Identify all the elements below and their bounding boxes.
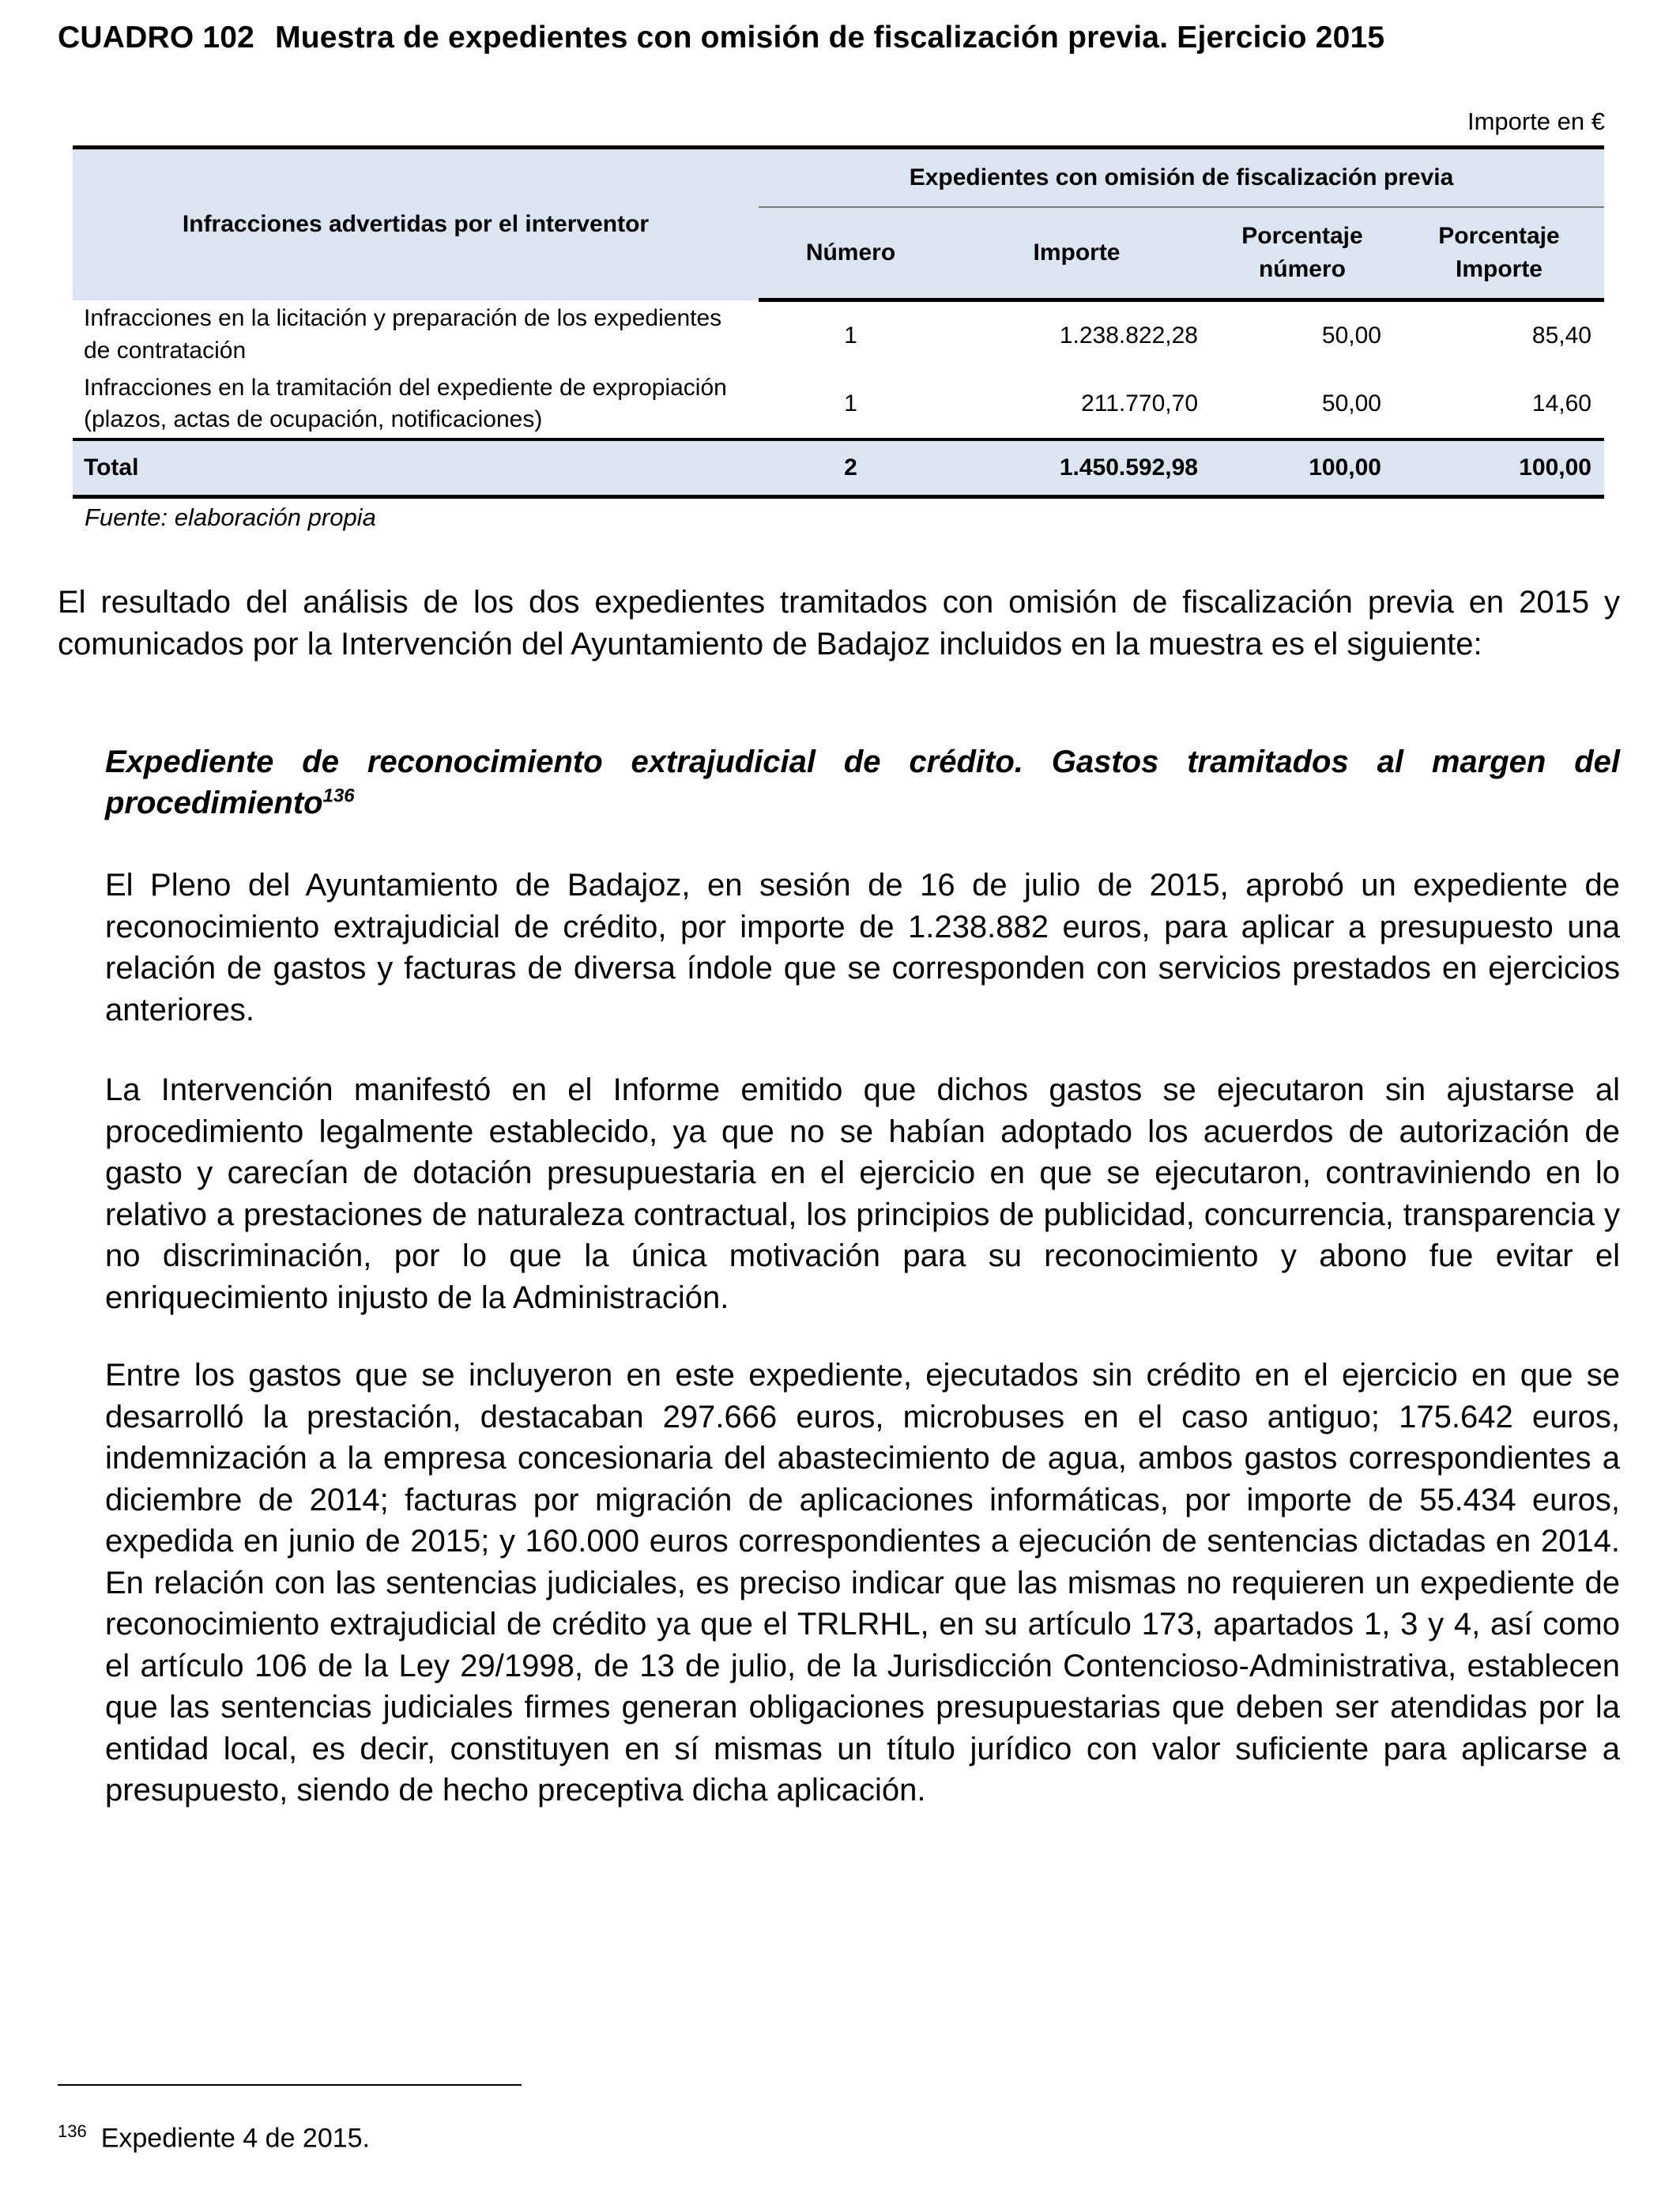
cell-importe: 211.770,70 bbox=[943, 370, 1211, 439]
col-header-numero: Número bbox=[759, 207, 943, 300]
cell-numero: 1 bbox=[844, 322, 857, 349]
col-header-pct-numero: Porcentaje número bbox=[1211, 207, 1394, 300]
data-table-container bbox=[73, 145, 1604, 499]
section-subheading bbox=[105, 741, 1620, 824]
footnote-mark: 136 bbox=[58, 2121, 87, 2141]
footnote bbox=[58, 2121, 370, 2154]
body-paragraph: Entre los gastos que se incluyeron en este expediente, ejecutados sin crédito en el ejercicio en que se desarrolló la prestación, destacaban 297.666 euros, microbuses en el caso antiguo; 175.642 euros, indemnización a la empresa concesionaria del abastecimiento de agua, ambos gastos correspondientes a diciembre de 2014; facturas por migración de aplicaciones informáticas, por importe de 55.434 euros, expedida en junio de 2015; y 160.000 euros correspondientes a ejecución de sentencias dictadas en 2014. En relación con las sentencias judiciales, es preciso indicar que las mismas no requieren un expediente de reconocimiento extrajudicial de crédito ya que el TRLRHL, en su artículo 173, apartados 1, 3 y 4, así como el artículo 106 de la Ley 29/1998, de 13 de julio, de la Jurisdicción Contencioso-Administrativa, establecen que las sentencias judiciales firmes generan obligaciones presupuestarias que deben ser atendidas por la entidad local, es decir, constituyen en sí mismas un título jurídico con valor suficiente para aplicarse a presupuesto, siendo de hecho preceptiva dicha aplicación. bbox=[105, 1358, 1620, 1808]
table-row bbox=[73, 370, 1604, 439]
table-number: CUADRO 102 bbox=[58, 21, 255, 55]
footnote-reference[interactable]: 136 bbox=[322, 785, 355, 807]
cell-pct-importe: 14,60 bbox=[1394, 370, 1604, 439]
total-label: Total bbox=[73, 439, 759, 497]
table-title: Muestra de expedientes con omisión de fiscalización previa. Ejercicio 2015 bbox=[275, 21, 1385, 55]
cell-importe: 1.238.822,28 bbox=[1059, 322, 1198, 349]
data-table bbox=[73, 145, 1604, 499]
table-source: Fuente: elaboración propia bbox=[85, 503, 376, 531]
group-header: Expedientes con omisión de fiscalización previa bbox=[759, 148, 1604, 208]
body-paragraph: La Intervención manifestó en el Informe emitido que dichos gastos se ejecutaron sin ajustarse al procedimiento legalmente establecido, ya que no se habían adoptado los acuerdos de autorización de gasto y carecían de dotación presupuestaria en el ejercicio en que se ejecutaron, contraviniendo en lo relativo a prestaciones de naturaleza contractual, los principios de publicidad, concurrencia, transparencia y no discriminación, por lo que la única motivación para su reconocimiento y abono fue evitar el enriquecimiento injusto de la Administración. bbox=[105, 1072, 1620, 1315]
row-label: Infracciones en la tramitación del expediente de expropiación (plazos, actas de ocupación, notificaciones) bbox=[73, 370, 759, 439]
cell-pct-importe: 85,40 bbox=[1531, 322, 1591, 349]
intro-paragraph: El resultado del análisis de los dos expedientes tramitados con omisión de fiscalización previa en 2015 y comunicados por la Intervención del Ayuntamiento de Badajoz incluidos en la muestra es el siguiente: bbox=[58, 585, 1620, 662]
row-label: Infracciones en la licitación y preparación de los expedientes de contratación bbox=[84, 305, 722, 364]
cell-pct-numero: 50,00 bbox=[1321, 322, 1381, 349]
cell-numero: 1 bbox=[759, 370, 943, 439]
total-importe: 1.450.592,98 bbox=[943, 439, 1211, 497]
total-pct-numero: 100,00 bbox=[1211, 439, 1394, 497]
cell-pct-numero: 50,00 bbox=[1211, 370, 1394, 439]
unit-note: Importe en € bbox=[1467, 107, 1605, 135]
page-title bbox=[58, 21, 1384, 55]
footnote-divider bbox=[58, 2084, 522, 2086]
table-row bbox=[73, 300, 1604, 371]
total-numero: 2 bbox=[759, 439, 943, 497]
footnote-text: Expediente 4 de 2015. bbox=[100, 2123, 371, 2154]
total-pct-importe: 100,00 bbox=[1394, 439, 1604, 497]
subheading-text: Expediente de reconocimiento extrajudicial de crédito. Gastos tramitados al margen del procedimiento bbox=[105, 745, 1620, 820]
total-row bbox=[73, 439, 1604, 497]
body-paragraph: El Pleno del Ayuntamiento de Badajoz, en sesión de 16 de julio de 2015, aprobó un expediente de reconocimiento extrajudicial de crédito, por importe de 1.238.882 euros, para aplicar a presupuesto una relación de gastos y facturas de diversa índole que se corresponden con servicios prestados en ejercicios anteriores. bbox=[105, 868, 1620, 1027]
row-header: Infracciones advertidas por el interventor bbox=[73, 148, 759, 300]
col-header-pct-importe: Porcentaje Importe bbox=[1394, 207, 1604, 300]
col-header-importe: Importe bbox=[943, 207, 1211, 300]
